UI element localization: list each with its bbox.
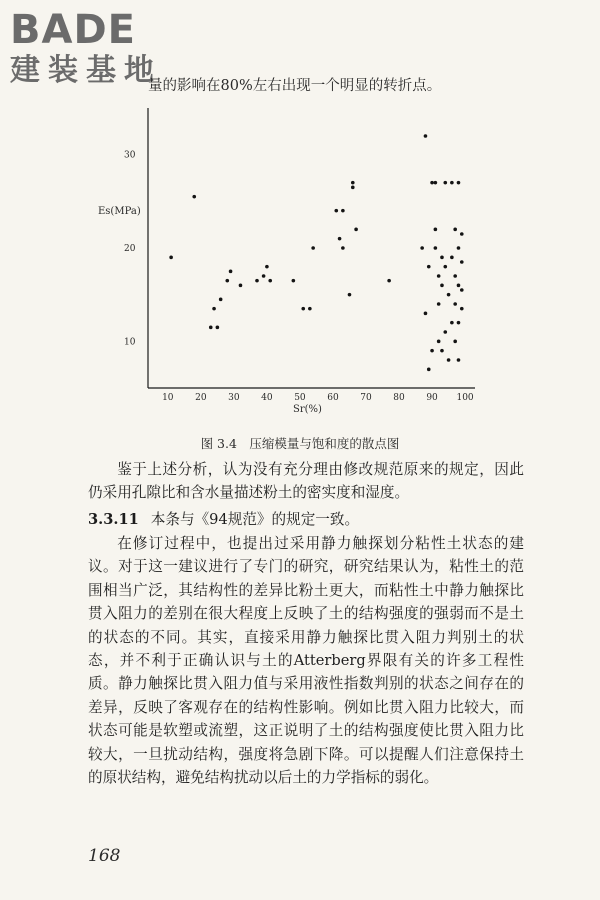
data-point bbox=[229, 270, 233, 274]
data-point bbox=[348, 293, 352, 297]
data-point bbox=[219, 298, 223, 302]
y-tick-label: 10 bbox=[124, 337, 136, 348]
data-point bbox=[216, 326, 220, 330]
data-point bbox=[308, 307, 312, 311]
data-point bbox=[292, 279, 296, 283]
data-point bbox=[447, 358, 451, 362]
data-point bbox=[460, 260, 464, 264]
data-point bbox=[341, 209, 345, 213]
data-point bbox=[453, 340, 457, 344]
data-point bbox=[440, 284, 444, 288]
x-tick-label: 80 bbox=[393, 393, 405, 403]
x-tick-label: 10 bbox=[162, 393, 174, 403]
data-point bbox=[427, 368, 431, 372]
data-point bbox=[427, 265, 431, 269]
page-number: 168 bbox=[88, 846, 121, 866]
data-point bbox=[262, 274, 266, 278]
data-point bbox=[440, 349, 444, 353]
data-point bbox=[450, 321, 454, 325]
data-point bbox=[453, 302, 457, 306]
x-tick-labels bbox=[162, 393, 474, 403]
scatter-chart bbox=[0, 0, 600, 430]
x-tick-label: 50 bbox=[294, 393, 306, 403]
data-point bbox=[354, 228, 358, 232]
x-axis-title: Sr(%) bbox=[293, 404, 322, 415]
data-point bbox=[453, 274, 457, 278]
y-axis-title: Es(MPa) bbox=[98, 206, 141, 217]
data-point bbox=[457, 358, 461, 362]
data-point bbox=[460, 307, 464, 311]
data-point bbox=[192, 195, 196, 199]
data-point bbox=[225, 279, 229, 283]
section-title: 本条与《94规范》的规定一致。 bbox=[150, 511, 360, 528]
data-point bbox=[351, 181, 355, 185]
paragraph-1: 鉴于上述分析，认为没有充分理由修改规范原来的规定，因此仍采用孔隙比和含水量描述粉土的密实度和湿度。 bbox=[88, 461, 524, 502]
x-tick-label: 70 bbox=[360, 393, 372, 403]
logo-wordmark: BADE bbox=[10, 7, 136, 53]
data-point bbox=[450, 256, 454, 260]
data-point bbox=[239, 284, 243, 288]
data-point bbox=[457, 321, 461, 325]
data-point bbox=[447, 293, 451, 297]
data-point bbox=[341, 246, 345, 250]
data-point bbox=[301, 307, 305, 311]
x-tick-label: 30 bbox=[228, 393, 240, 403]
data-point bbox=[334, 209, 338, 213]
data-point bbox=[457, 284, 461, 288]
x-tick-label: 40 bbox=[261, 393, 273, 403]
data-point bbox=[387, 279, 391, 283]
y-tick-label: 30 bbox=[124, 150, 136, 161]
continued-text-line: 量的影响在80%左右出现一个明显的转折点。 bbox=[148, 78, 442, 94]
data-point bbox=[209, 326, 213, 330]
x-tick-label: 20 bbox=[195, 393, 207, 403]
paragraph-2: 在修订过程中，也提出过采用静力触探划分粘性土状态的建议。对于这一建议进行了专门的研究，研究结果认为，粘性土的范围相当广泛，其结构性的差异比粉土更大，而粘性土中静力触探比贯入阻力的差别在很大程度上反映了土的结构强度的强弱而不是土的状态的不同。其实，直接采用静力触探比贯入阻力判别土的状态，并不利于正确认识与土的Atterberg界限有关的许多工程性质。静力触探比贯入阻力值与采用液性指数判别的状态之间存在的差异，反映了客观存在的结构性影响。例如比贯入阻力比较大，而状态可能是软塑或流塑，这正说明了土的结构强度使比贯入阻力比较大，一旦扰动结构，强度将急剧下降。可以提醒人们注意保持土的原状结构，避免结构扰动以后土的力学指标的弱化。 bbox=[88, 535, 524, 787]
data-point bbox=[265, 265, 269, 269]
data-point bbox=[437, 302, 441, 306]
data-point bbox=[437, 340, 441, 344]
data-point bbox=[434, 228, 438, 232]
data-point bbox=[434, 181, 438, 185]
data-point bbox=[453, 228, 457, 232]
data-point bbox=[443, 330, 447, 334]
data-points bbox=[169, 134, 463, 371]
data-point bbox=[437, 274, 441, 278]
data-point bbox=[460, 288, 464, 292]
data-point bbox=[443, 265, 447, 269]
data-point bbox=[212, 307, 216, 311]
data-point bbox=[420, 246, 424, 250]
data-point bbox=[169, 256, 173, 260]
figure-caption: 图 3.4 压缩模量与饱和度的散点图 bbox=[200, 436, 400, 451]
y-tick-labels bbox=[124, 151, 136, 348]
x-tick-label: 100 bbox=[456, 393, 474, 403]
logo-subtitle: 建装基地 bbox=[10, 53, 162, 88]
data-point bbox=[440, 256, 444, 260]
y-tick-label: 20 bbox=[124, 244, 136, 254]
data-point bbox=[450, 181, 454, 185]
data-point bbox=[311, 246, 315, 250]
data-point bbox=[443, 181, 447, 185]
data-point bbox=[351, 186, 355, 190]
x-tick-label: 90 bbox=[426, 393, 438, 403]
data-point bbox=[430, 349, 434, 353]
data-point bbox=[268, 279, 272, 283]
section-number: 3.3.11 bbox=[88, 511, 139, 528]
data-point bbox=[424, 134, 428, 138]
data-point bbox=[457, 246, 461, 250]
data-point bbox=[460, 232, 464, 236]
data-point bbox=[255, 279, 259, 283]
section-heading bbox=[88, 508, 359, 529]
data-point bbox=[338, 237, 342, 241]
data-point bbox=[424, 312, 428, 316]
data-point bbox=[434, 246, 438, 250]
x-tick-label: 60 bbox=[327, 393, 339, 403]
data-point bbox=[430, 181, 434, 185]
data-point bbox=[457, 181, 461, 185]
